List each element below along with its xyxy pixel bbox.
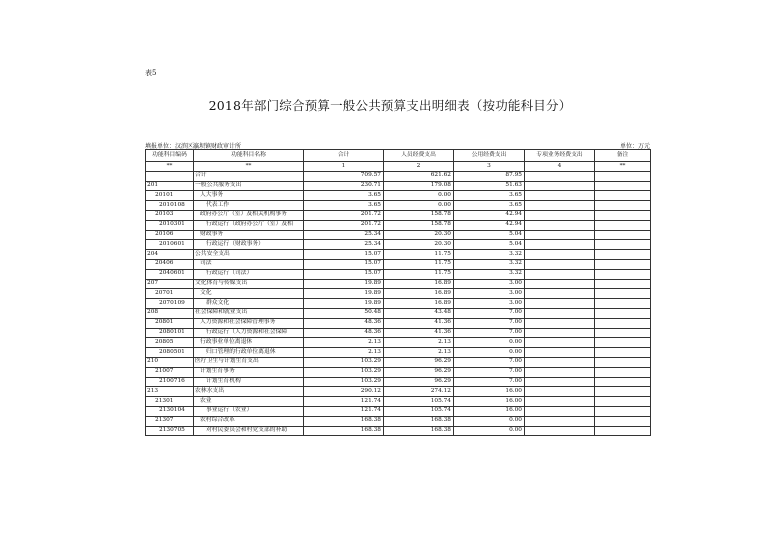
page-title: 2018年部门综合预算一般公共预算支出明细表（按功能科目分） (208, 98, 572, 113)
total-cell: 121.74 (304, 406, 384, 416)
col-header-public: 公用经费支出 (454, 150, 525, 162)
code-cell (146, 171, 194, 181)
table-row (146, 318, 651, 328)
public-cell: 42.94 (454, 220, 525, 230)
note-cell (595, 387, 651, 397)
personnel-cell: 11.75 (384, 259, 454, 269)
name-cell: 计划生育机构 (194, 377, 304, 387)
public-cell: 0.00 (454, 426, 525, 436)
special-cell (525, 250, 595, 260)
table-row (146, 299, 651, 309)
total-cell: 50.48 (304, 308, 384, 318)
public-cell: 16.00 (454, 397, 525, 407)
note-cell (595, 406, 651, 416)
public-cell: 5.04 (454, 240, 525, 250)
total-cell: 103.29 (304, 367, 384, 377)
personnel-cell: 11.75 (384, 269, 454, 279)
special-cell (525, 210, 595, 220)
special-cell (525, 230, 595, 240)
note-cell (595, 259, 651, 269)
total-cell: 121.74 (304, 397, 384, 407)
public-cell: 3.65 (454, 201, 525, 211)
name-cell: 行政事业单位离退休 (194, 338, 304, 348)
note-cell (595, 250, 651, 260)
special-cell (525, 387, 595, 397)
name-cell: 归口管理的行政单位离退休 (194, 348, 304, 358)
personnel-cell: 96.29 (384, 377, 454, 387)
public-cell: 3.32 (454, 269, 525, 279)
public-cell: 3.00 (454, 279, 525, 289)
total-cell: 19.89 (304, 279, 384, 289)
note-cell (595, 299, 651, 309)
table-row (146, 348, 651, 358)
index-cell: ** (595, 162, 651, 172)
personnel-cell: 11.75 (384, 250, 454, 260)
note-cell (595, 279, 651, 289)
special-cell (525, 259, 595, 269)
personnel-cell: 0.00 (384, 191, 454, 201)
unit-label: 单位：万元 (619, 143, 650, 150)
personnel-cell: 168.38 (384, 426, 454, 436)
code-cell: 20801 (146, 318, 194, 328)
note-cell (595, 230, 651, 240)
total-cell: 15.07 (304, 259, 384, 269)
personnel-cell: 274.12 (384, 387, 454, 397)
personnel-cell: 41.36 (384, 318, 454, 328)
note-cell (595, 357, 651, 367)
note-cell (595, 426, 651, 436)
name-cell: 人大事务 (194, 191, 304, 201)
note-cell (595, 328, 651, 338)
public-cell: 3.32 (454, 259, 525, 269)
public-cell: 0.00 (454, 416, 525, 426)
table-row (146, 387, 651, 397)
table-row (146, 308, 651, 318)
special-cell (525, 279, 595, 289)
public-cell: 3.32 (454, 250, 525, 260)
table-row (146, 328, 651, 338)
special-cell (525, 426, 595, 436)
personnel-cell: 0.00 (384, 201, 454, 211)
table-row (146, 367, 651, 377)
special-cell (525, 348, 595, 358)
code-cell: 21007 (146, 367, 194, 377)
table-row (146, 397, 651, 407)
name-cell: 农业 (194, 397, 304, 407)
personnel-cell: 16.89 (384, 289, 454, 299)
code-cell: 2080101 (146, 328, 194, 338)
col-header-special: 专项业务经费支出 (525, 150, 595, 162)
total-cell: 201.72 (304, 210, 384, 220)
special-cell (525, 377, 595, 387)
total-cell: 168.38 (304, 416, 384, 426)
public-cell: 5.04 (454, 230, 525, 240)
public-cell: 7.00 (454, 318, 525, 328)
total-cell: 3.65 (304, 191, 384, 201)
note-cell (595, 308, 651, 318)
special-cell (525, 269, 595, 279)
code-cell: 2010301 (146, 220, 194, 230)
public-cell: 3.65 (454, 191, 525, 201)
total-cell: 25.34 (304, 240, 384, 250)
table-row (146, 357, 651, 367)
code-cell: 2070109 (146, 299, 194, 309)
personnel-cell: 43.48 (384, 308, 454, 318)
code-cell: 20406 (146, 259, 194, 269)
code-cell: 207 (146, 279, 194, 289)
name-cell: 行政运行（司法） (194, 269, 304, 279)
special-cell (525, 289, 595, 299)
table-row (146, 416, 651, 426)
special-cell (525, 367, 595, 377)
total-cell: 48.36 (304, 328, 384, 338)
personnel-cell: 158.78 (384, 210, 454, 220)
public-cell: 0.00 (454, 348, 525, 358)
table-row (146, 279, 651, 289)
table-row (146, 201, 651, 211)
total-cell: 709.57 (304, 171, 384, 181)
index-cell: 3 (454, 162, 525, 172)
personnel-cell: 621.62 (384, 171, 454, 181)
code-cell: 20106 (146, 230, 194, 240)
total-cell: 2.13 (304, 338, 384, 348)
table-row (146, 181, 651, 191)
personnel-cell: 20.30 (384, 240, 454, 250)
code-cell: 213 (146, 387, 194, 397)
name-cell: 政府办公厅（室）及相关机构事务 (194, 210, 304, 220)
note-cell (595, 367, 651, 377)
personnel-cell: 20.30 (384, 230, 454, 240)
special-cell (525, 171, 595, 181)
code-cell: 21301 (146, 397, 194, 407)
table-row (146, 250, 651, 260)
personnel-cell: 168.38 (384, 416, 454, 426)
public-cell: 42.94 (454, 210, 525, 220)
public-cell: 16.00 (454, 387, 525, 397)
special-cell (525, 397, 595, 407)
public-cell: 3.00 (454, 299, 525, 309)
special-cell (525, 406, 595, 416)
name-cell: 行政运行（财政事务） (194, 240, 304, 250)
index-cell: ** (146, 162, 194, 172)
code-cell: 21307 (146, 416, 194, 426)
col-header-name: 功能科目名称 (194, 150, 304, 162)
name-cell: 计划生育事务 (194, 367, 304, 377)
table-row (146, 230, 651, 240)
public-cell: 51.63 (454, 181, 525, 191)
note-cell (595, 181, 651, 191)
note-cell (595, 240, 651, 250)
public-cell: 7.00 (454, 357, 525, 367)
name-cell: 文化 (194, 289, 304, 299)
note-cell (595, 220, 651, 230)
table-row (146, 426, 651, 436)
code-cell: 20805 (146, 338, 194, 348)
note-cell (595, 191, 651, 201)
col-header-total: 合计 (304, 150, 384, 162)
public-cell: 3.00 (454, 289, 525, 299)
note-cell (595, 289, 651, 299)
note-cell (595, 338, 651, 348)
total-cell: 230.71 (304, 181, 384, 191)
note-cell (595, 348, 651, 358)
personnel-cell: 2.13 (384, 338, 454, 348)
header-row (146, 150, 651, 162)
public-cell: 7.00 (454, 308, 525, 318)
total-cell: 290.12 (304, 387, 384, 397)
code-cell: 2010601 (146, 240, 194, 250)
table-row (146, 220, 651, 230)
name-cell: 文化体育与传媒支出 (194, 279, 304, 289)
name-cell: 医疗卫生与计划生育支出 (194, 357, 304, 367)
table-row (146, 171, 651, 181)
code-cell: 2130705 (146, 426, 194, 436)
special-cell (525, 318, 595, 328)
table-row (146, 377, 651, 387)
table-row (146, 240, 651, 250)
name-cell: 农林水支出 (194, 387, 304, 397)
special-cell (525, 181, 595, 191)
table-row (146, 210, 651, 220)
special-cell (525, 191, 595, 201)
personnel-cell: 41.36 (384, 328, 454, 338)
total-cell: 103.29 (304, 377, 384, 387)
personnel-cell: 16.89 (384, 299, 454, 309)
special-cell (525, 240, 595, 250)
name-cell: 行政运行（人力资源和社会保障 (194, 328, 304, 338)
special-cell (525, 338, 595, 348)
personnel-cell: 2.13 (384, 348, 454, 358)
code-cell: 20701 (146, 289, 194, 299)
index-cell: 2 (384, 162, 454, 172)
special-cell (525, 357, 595, 367)
public-cell: 87.95 (454, 171, 525, 181)
note-cell (595, 318, 651, 328)
table-row (146, 191, 651, 201)
public-cell: 7.00 (454, 377, 525, 387)
code-cell: 2040601 (146, 269, 194, 279)
name-cell: 农村综合改革 (194, 416, 304, 426)
code-cell: 20101 (146, 191, 194, 201)
col-header-code: 功能科目编码 (146, 150, 194, 162)
total-cell: 15.07 (304, 250, 384, 260)
note-cell (595, 377, 651, 387)
code-cell: 210 (146, 357, 194, 367)
special-cell (525, 299, 595, 309)
code-cell: 204 (146, 250, 194, 260)
name-cell: 合计 (194, 171, 304, 181)
public-cell: 16.00 (454, 406, 525, 416)
name-cell: 公共安全支出 (194, 250, 304, 260)
special-cell (525, 416, 595, 426)
code-cell: 201 (146, 181, 194, 191)
name-cell: 财政事务 (194, 230, 304, 240)
special-cell (525, 328, 595, 338)
table-row (146, 338, 651, 348)
special-cell (525, 308, 595, 318)
code-cell: 208 (146, 308, 194, 318)
personnel-cell: 179.08 (384, 181, 454, 191)
name-cell: 社会保障和就业支出 (194, 308, 304, 318)
name-cell: 一般公共服务支出 (194, 181, 304, 191)
name-cell: 代表工作 (194, 201, 304, 211)
code-cell: 2100716 (146, 377, 194, 387)
special-cell (525, 220, 595, 230)
name-cell: 对村民委员会和村党支部的补助 (194, 426, 304, 436)
note-cell (595, 210, 651, 220)
col-header-personnel: 人员经费支出 (384, 150, 454, 162)
code-cell: 2010108 (146, 201, 194, 211)
reporting-unit: 填报单位：汉滨区瀛坝镇财政审计所 (145, 143, 242, 150)
public-cell: 0.00 (454, 338, 525, 348)
table-row (146, 259, 651, 269)
total-cell: 2.13 (304, 348, 384, 358)
public-cell: 7.00 (454, 328, 525, 338)
total-cell: 19.89 (304, 299, 384, 309)
name-cell: 人力资源和社会保障管理事务 (194, 318, 304, 328)
total-cell: 201.72 (304, 220, 384, 230)
personnel-cell: 105.74 (384, 397, 454, 407)
public-cell: 7.00 (454, 367, 525, 377)
personnel-cell: 158.78 (384, 220, 454, 230)
name-cell: 事业运行（农业） (194, 406, 304, 416)
table-row (146, 289, 651, 299)
page-label: 表5 (145, 69, 157, 77)
budget-table (145, 149, 651, 436)
total-cell: 168.38 (304, 426, 384, 436)
table-row (146, 269, 651, 279)
total-cell: 19.89 (304, 289, 384, 299)
index-cell: 4 (525, 162, 595, 172)
personnel-cell: 16.89 (384, 279, 454, 289)
name-cell: 群众文化 (194, 299, 304, 309)
personnel-cell: 105.74 (384, 406, 454, 416)
table-row (146, 406, 651, 416)
personnel-cell: 96.29 (384, 367, 454, 377)
code-cell: 2130104 (146, 406, 194, 416)
col-header-note: 备注 (595, 150, 651, 162)
note-cell (595, 416, 651, 426)
total-cell: 15.07 (304, 269, 384, 279)
name-cell: 司法 (194, 259, 304, 269)
special-cell (525, 201, 595, 211)
note-cell (595, 397, 651, 407)
code-cell: 2080501 (146, 348, 194, 358)
total-cell: 3.65 (304, 201, 384, 211)
note-cell (595, 269, 651, 279)
note-cell (595, 201, 651, 211)
total-cell: 48.36 (304, 318, 384, 328)
note-cell (595, 171, 651, 181)
index-cell: ** (194, 162, 304, 172)
total-cell: 103.29 (304, 357, 384, 367)
code-cell: 20103 (146, 210, 194, 220)
personnel-cell: 96.29 (384, 357, 454, 367)
index-row (146, 162, 651, 172)
total-cell: 25.34 (304, 230, 384, 240)
index-cell: 1 (304, 162, 384, 172)
name-cell: 行政运行（政府办公厅（室）及相 (194, 220, 304, 230)
